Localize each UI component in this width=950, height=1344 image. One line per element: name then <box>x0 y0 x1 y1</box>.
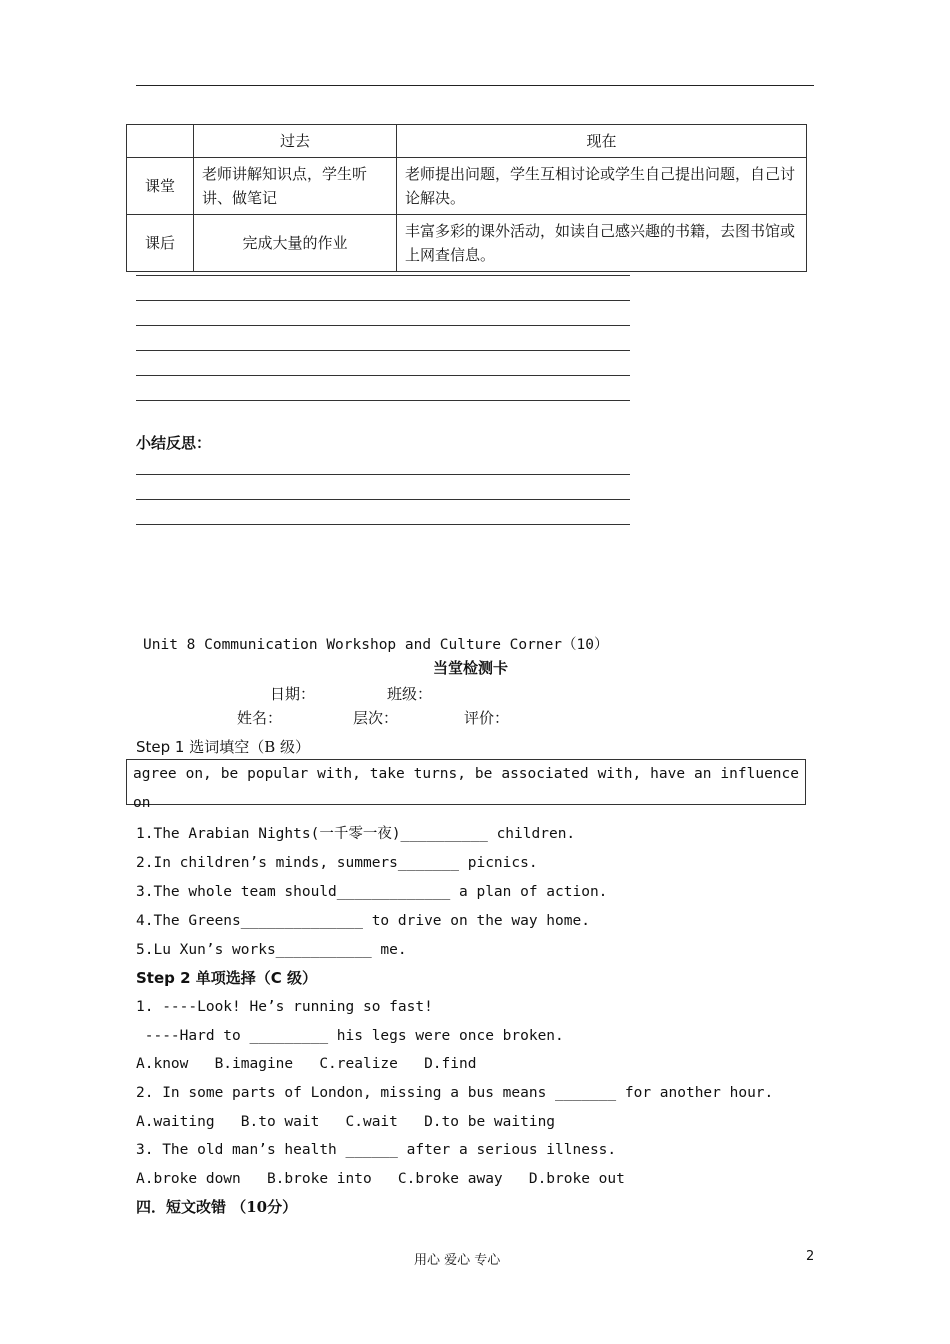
writing-line <box>136 275 630 276</box>
word-bank-box: agree on, be popular with, take turns, be associated with, have an influence on <box>126 759 806 805</box>
writing-line <box>136 375 630 376</box>
step1-title <box>136 736 310 757</box>
step1-item: 3.The whole team should_____________ a plan of action. <box>136 884 608 900</box>
summary-label: 小结反思： <box>136 434 212 452</box>
comparison-table <box>126 124 807 272</box>
writing-line <box>136 300 630 301</box>
step2-options: A.broke down B.broke into C.broke away D.broke out <box>136 1171 625 1187</box>
step2-item: 2. In some parts of London, missing a bus means _______ for another hour. <box>136 1085 774 1101</box>
step1-item: 4.The Greens______________ to drive on the way home. <box>136 913 590 929</box>
table-header-cell: 现在 <box>397 125 807 158</box>
evaluation-label: 评价： <box>464 709 510 727</box>
date-label: 日期： <box>270 685 316 703</box>
step1-item: 5.Lu Xun’s works___________ me. <box>136 942 407 958</box>
row-label: 课堂 <box>127 158 194 215</box>
name-label: 姓名： <box>237 709 283 727</box>
top-rule <box>136 85 814 86</box>
writing-line <box>136 499 630 500</box>
now-cell: 丰富多彩的课外活动，如读自己感兴趣的书籍，去图书馆或上网查信息。 <box>397 215 807 272</box>
writing-line <box>136 325 630 326</box>
step2-item: ----Hard to _________ his legs were once broken. <box>136 1028 564 1044</box>
step2-title: Step 2 单项选择（C 级） <box>136 969 317 987</box>
table-row <box>127 215 807 272</box>
past-cell: 完成大量的作业 <box>194 215 397 272</box>
step2-options: A.waiting B.to wait C.wait D.to be waiting <box>136 1114 556 1130</box>
step1-item: 1.The Arabian Nights(一千零一夜)__________ children. <box>136 826 576 842</box>
step2-item: 3. The old man’s health ______ after a serious illness. <box>136 1142 617 1158</box>
step1-title-en: Step 1 <box>136 738 185 756</box>
writing-line <box>136 474 630 475</box>
table-header-cell: 过去 <box>194 125 397 158</box>
class-label: 班级： <box>387 685 433 703</box>
step2-item: 1. ----Look! He’s running so fast! <box>136 999 433 1015</box>
footer-center: 用心 爱心 专心 <box>414 1253 501 1268</box>
step1-title-cn: 选词填空（B 级） <box>184 738 311 756</box>
page-number: 2 <box>806 1249 815 1264</box>
now-cell: 老师提出问题，学生互相讨论或学生自己提出问题，自己讨论解决。 <box>397 158 807 215</box>
card-title: 当堂检测卡 <box>433 659 509 677</box>
level-label: 层次： <box>353 709 399 727</box>
writing-line <box>136 524 630 525</box>
table-header-cell <box>127 125 194 158</box>
writing-line <box>136 350 630 351</box>
row-label: 课后 <box>127 215 194 272</box>
section4-title: 四．短文改错 （10分） <box>136 1198 298 1216</box>
table-row <box>127 158 807 215</box>
unit-title: Unit 8 Communication Workshop and Culture Corner（10） <box>143 637 609 653</box>
step2-options: A.know B.imagine C.realize D.find <box>136 1056 477 1072</box>
table-header-row <box>127 125 807 158</box>
step1-item: 2.In children’s minds, summers_______ picnics. <box>136 855 538 871</box>
past-cell: 老师讲解知识点，学生听讲、做笔记 <box>194 158 397 215</box>
writing-line <box>136 400 630 401</box>
